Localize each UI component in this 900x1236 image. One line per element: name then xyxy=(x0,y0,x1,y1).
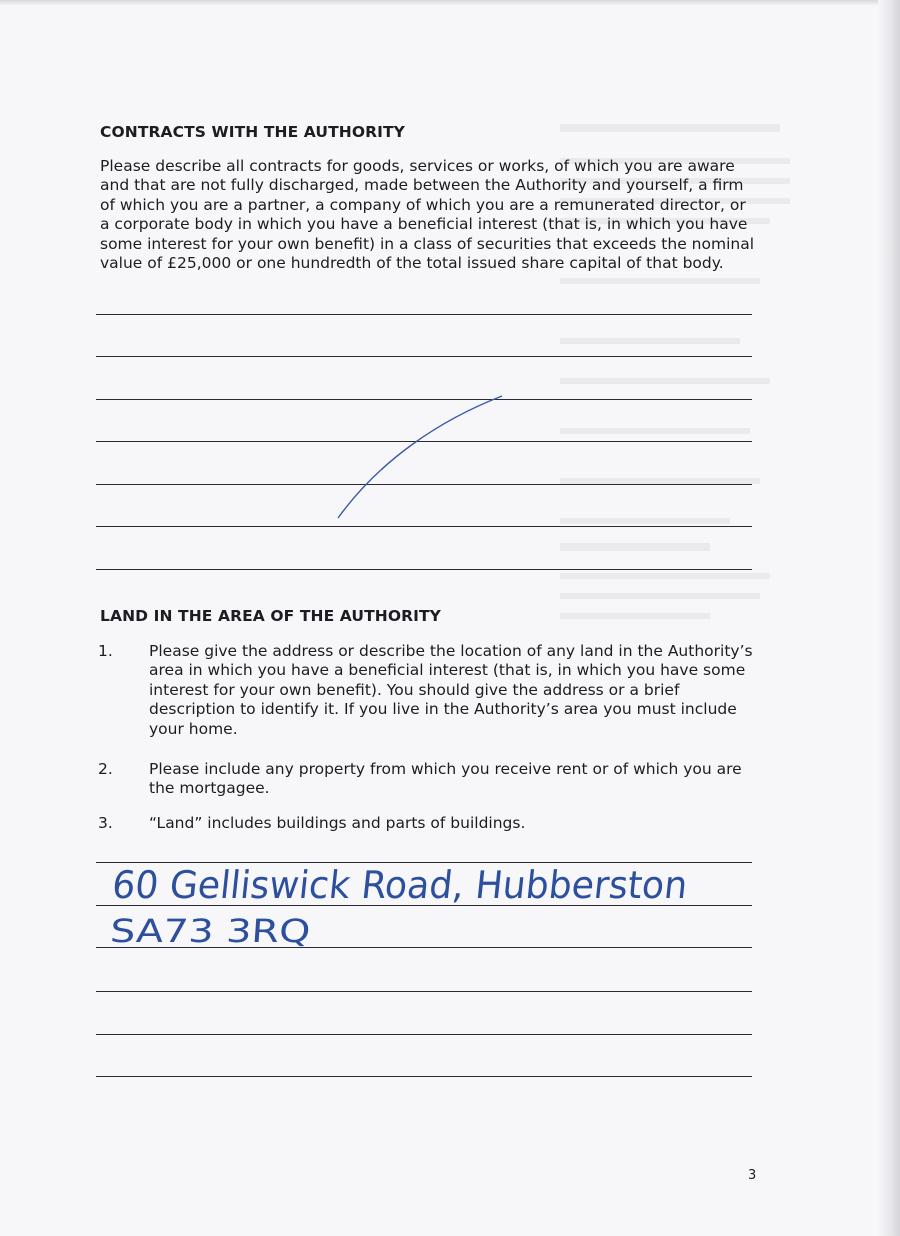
contracts-description: Please describe all contracts for goods, services or works, of which you are aware and that are not fully discharged, made between the Authority and yourself, a firm of which you are a partner, a company of which you are a remunerated director, or a corporate body in which you have a beneficial interest (that is, in which you have some interest for your own benefit) in a class of securities that exceeds the nominal value of £25,000 or one hundredth of the total issued share capital of that body. xyxy=(100,157,755,273)
item-text: Please include any property from which you receive rent or of which you are the mortgagee. xyxy=(149,760,742,798)
address-line-1: 60 Gelliswick Road, Hubberston xyxy=(110,863,718,907)
answer-line xyxy=(96,356,752,357)
answer-line xyxy=(96,1076,752,1077)
page-right-edge xyxy=(878,0,900,1236)
answer-line xyxy=(96,569,752,570)
strike-through-mark xyxy=(320,390,520,530)
item-text: Please give the address or describe the location of any land in the Authority’s area in which you have a beneficial interest (that is, in which you have some interest for your own benefit). You should give the address or a brief description to identify it. If you live in the Authority’s area you must include your home. xyxy=(149,642,753,738)
item-number: 2. xyxy=(98,760,113,778)
page-number: 3 xyxy=(748,1168,757,1183)
item-text: “Land” includes buildings and parts of buildings. xyxy=(149,814,526,832)
land-heading: LAND IN THE AREA OF THE AUTHORITY xyxy=(100,607,441,625)
address-line-2: SA73 3RQ xyxy=(109,912,274,950)
answer-line xyxy=(96,991,752,992)
item-number: 1. xyxy=(98,642,113,660)
answer-line xyxy=(96,1034,752,1035)
item-number: 3. xyxy=(98,814,113,832)
contracts-heading: CONTRACTS WITH THE AUTHORITY xyxy=(100,123,405,141)
handwritten-address xyxy=(96,850,756,960)
page-top-edge xyxy=(0,0,900,6)
answer-line xyxy=(96,314,752,315)
